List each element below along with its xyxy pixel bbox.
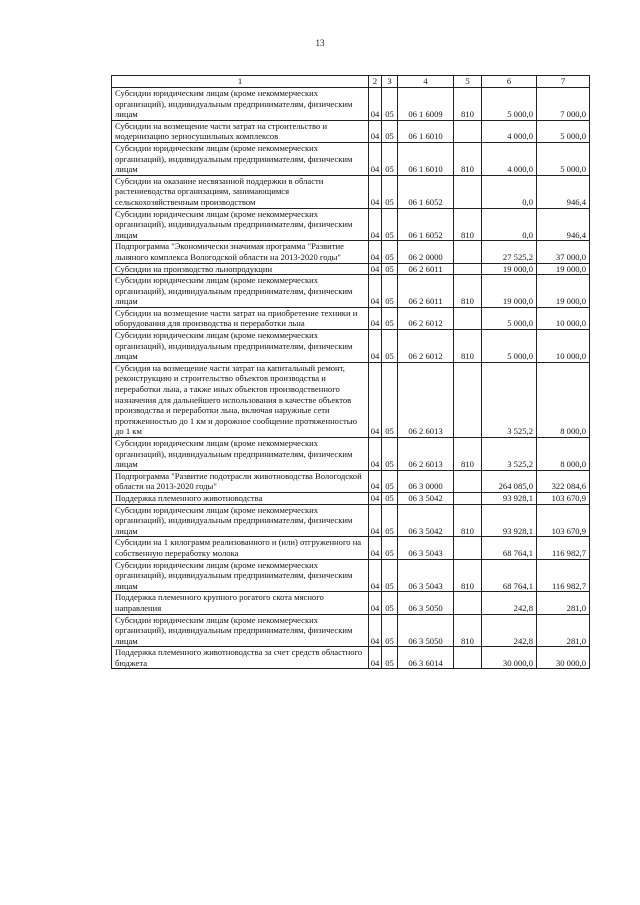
table-row [112,504,590,537]
code-cell: 05 [382,492,398,504]
item-name-cell: Субсидии на возмещение части затрат на приобретение техники и оборудования для производства и переработки льна [112,307,369,329]
expense-type-cell: 810 [454,275,482,308]
amount-cell: 68 764,1 [482,537,537,559]
table-row [112,470,590,492]
amount-cell: 5 000,0 [482,88,537,121]
expense-type-cell [454,492,482,504]
table-row [112,647,590,669]
amount-cell: 946,4 [537,208,590,241]
target-code-cell: 06 3 5043 [398,537,454,559]
amount-cell: 19 000,0 [537,263,590,275]
item-name-cell: Субсидии юридическим лицам (кроме некоммерческих организаций), индивидуальным предпринимателям, физическим лицам [112,614,369,647]
amount-cell: 946,4 [537,175,590,208]
expense-type-cell: 810 [454,88,482,121]
amount-cell: 322 084,6 [537,470,590,492]
table-row [112,263,590,275]
item-name-cell: Субсидия на возмещение части затрат на капитальный ремонт, реконструкцию и строительство объектов производства и переработки льна, а также иных объектов производственного назначения для дальнейшего использования в качестве объектов производства и переработки льна, включая наружные сети протяженностью до 1 км и дорожное сообщение протяженностью до 1 км [112,362,369,437]
expense-type-cell: 810 [454,559,482,592]
amount-cell: 5 000,0 [482,307,537,329]
code-cell: 04 [369,362,382,437]
code-cell: 04 [369,208,382,241]
amount-cell: 3 525,2 [482,438,537,471]
item-name-cell: Поддержка племенного животноводства за счет средств областного бюджета [112,647,369,669]
amount-cell: 103 670,9 [537,504,590,537]
table-row [112,175,590,208]
column-header: 5 [454,76,482,88]
column-header: 7 [537,76,590,88]
expense-type-cell: 810 [454,614,482,647]
target-code-cell: 06 2 6011 [398,263,454,275]
amount-cell: 4 000,0 [482,142,537,175]
expense-type-cell: 810 [454,330,482,363]
target-code-cell: 06 1 6052 [398,175,454,208]
code-cell: 04 [369,263,382,275]
item-name-cell: Подпрограмма "Развитие подотрасли животноводства Вологодской области на 2013-2020 годы" [112,470,369,492]
item-name-cell: Подпрограмма "Экономически значимая программа "Развитие льняного комплекса Вологодской области на 2013-2020 годы" [112,241,369,263]
amount-cell: 19 000,0 [482,263,537,275]
code-cell: 05 [382,88,398,121]
item-name-cell: Субсидии на оказание несвязанной поддержки в области растениеводства организациям, занимающимся сельскохозяйственным производством [112,175,369,208]
amount-cell: 8 000,0 [537,438,590,471]
target-code-cell: 06 2 6013 [398,438,454,471]
expense-type-cell: 810 [454,504,482,537]
code-cell: 04 [369,470,382,492]
item-name-cell: Поддержка племенного крупного рогатого скота мясного направления [112,592,369,614]
expense-type-cell: 810 [454,438,482,471]
target-code-cell: 06 3 0000 [398,470,454,492]
table-row [112,438,590,471]
amount-cell: 242,8 [482,592,537,614]
expense-type-cell [454,241,482,263]
target-code-cell: 06 1 6010 [398,142,454,175]
item-name-cell: Поддержка племенного животноводства [112,492,369,504]
code-cell: 04 [369,492,382,504]
amount-cell: 5 000,0 [537,142,590,175]
amount-cell: 93 928,1 [482,504,537,537]
code-cell: 04 [369,559,382,592]
target-code-cell: 06 3 5050 [398,614,454,647]
amount-cell: 5 000,0 [537,120,590,142]
code-cell: 04 [369,120,382,142]
item-name-cell: Субсидии на 1 килограмм реализованного и (или) отгруженного на собственную переработку молока [112,537,369,559]
code-cell: 05 [382,142,398,175]
item-name-cell: Субсидии юридическим лицам (кроме некоммерческих организаций), индивидуальным предпринимателям, физическим лицам [112,208,369,241]
item-name-cell: Субсидии юридическим лицам (кроме некоммерческих организаций), индивидуальным предпринимателям, физическим лицам [112,275,369,308]
code-cell: 04 [369,175,382,208]
amount-cell: 7 000,0 [537,88,590,121]
item-name-cell: Субсидии юридическим лицам (кроме некоммерческих организаций), индивидуальным предпринимателям, физическим лицам [112,330,369,363]
expense-type-cell [454,120,482,142]
amount-cell: 264 085,0 [482,470,537,492]
table-row [112,120,590,142]
table-row [112,537,590,559]
expense-type-cell [454,470,482,492]
expense-type-cell [454,362,482,437]
code-cell: 05 [382,470,398,492]
code-cell: 05 [382,592,398,614]
code-cell: 04 [369,438,382,471]
target-code-cell: 06 3 5050 [398,592,454,614]
amount-cell: 93 928,1 [482,492,537,504]
expense-type-cell: 810 [454,142,482,175]
code-cell: 05 [382,537,398,559]
amount-cell: 281,0 [537,592,590,614]
column-header: 6 [482,76,537,88]
item-name-cell: Субсидии на производство льнопродукции [112,263,369,275]
target-code-cell: 06 2 6011 [398,275,454,308]
code-cell: 05 [382,647,398,669]
table-row [112,88,590,121]
table-row [112,142,590,175]
table-row [112,275,590,308]
expense-type-cell [454,307,482,329]
amount-cell: 0,0 [482,175,537,208]
item-name-cell: Субсидии юридическим лицам (кроме некоммерческих организаций), индивидуальным предпринимателям, физическим лицам [112,559,369,592]
amount-cell: 116 982,7 [537,559,590,592]
target-code-cell: 06 2 6012 [398,330,454,363]
column-header: 3 [382,76,398,88]
amount-cell: 30 000,0 [537,647,590,669]
code-cell: 04 [369,142,382,175]
amount-cell: 281,0 [537,614,590,647]
code-cell: 04 [369,88,382,121]
code-cell: 05 [382,330,398,363]
code-cell: 05 [382,614,398,647]
code-cell: 05 [382,263,398,275]
amount-cell: 68 764,1 [482,559,537,592]
amount-cell: 242,8 [482,614,537,647]
amount-cell: 19 000,0 [537,275,590,308]
table-row [112,592,590,614]
amount-cell: 3 525,2 [482,362,537,437]
target-code-cell: 06 3 6014 [398,647,454,669]
target-code-cell: 06 3 5042 [398,504,454,537]
table-row [112,208,590,241]
code-cell: 04 [369,330,382,363]
target-code-cell: 06 1 6009 [398,88,454,121]
target-code-cell: 06 2 0000 [398,241,454,263]
item-name-cell: Субсидии на возмещение части затрат на строительство и модернизацию зерносушильных комплексов [112,120,369,142]
code-cell: 05 [382,175,398,208]
target-code-cell: 06 3 5042 [398,492,454,504]
amount-cell: 5 000,0 [482,330,537,363]
expense-type-cell: 810 [454,208,482,241]
code-cell: 04 [369,241,382,263]
expense-type-cell [454,175,482,208]
table-row [112,559,590,592]
amount-cell: 37 000,0 [537,241,590,263]
code-cell: 04 [369,647,382,669]
amount-cell: 10 000,0 [537,307,590,329]
code-cell: 05 [382,275,398,308]
item-name-cell: Субсидии юридическим лицам (кроме некоммерческих организаций), индивидуальным предпринимателям, физическим лицам [112,438,369,471]
code-cell: 04 [369,275,382,308]
amount-cell: 116 982,7 [537,537,590,559]
code-cell: 05 [382,120,398,142]
item-name-cell: Субсидии юридическим лицам (кроме некоммерческих организаций), индивидуальным предпринимателям, физическим лицам [112,504,369,537]
column-header: 4 [398,76,454,88]
code-cell: 04 [369,537,382,559]
amount-cell: 8 000,0 [537,362,590,437]
expense-type-cell [454,537,482,559]
table-row [112,492,590,504]
amount-cell: 0,0 [482,208,537,241]
expense-type-cell [454,263,482,275]
page-number: 13 [315,38,325,48]
code-cell: 05 [382,504,398,537]
expense-type-cell [454,592,482,614]
code-cell: 04 [369,614,382,647]
target-code-cell: 06 2 6013 [398,362,454,437]
amount-cell: 103 670,9 [537,492,590,504]
amount-cell: 19 000,0 [482,275,537,308]
code-cell: 05 [382,307,398,329]
code-cell: 05 [382,241,398,263]
code-cell: 05 [382,438,398,471]
budget-table [111,75,590,669]
target-code-cell: 06 2 6012 [398,307,454,329]
table-row [112,362,590,437]
item-name-cell: Субсидии юридическим лицам (кроме некоммерческих организаций), индивидуальным предпринимателям, физическим лицам [112,142,369,175]
item-name-cell: Субсидии юридическим лицам (кроме некоммерческих организаций), индивидуальным предпринимателям, физическим лицам [112,88,369,121]
code-cell: 05 [382,208,398,241]
table-row [112,330,590,363]
table-header-row [112,76,590,88]
table-row [112,614,590,647]
table-row [112,241,590,263]
column-header: 2 [369,76,382,88]
amount-cell: 4 000,0 [482,120,537,142]
amount-cell: 10 000,0 [537,330,590,363]
column-header: 1 [112,76,369,88]
code-cell: 04 [369,592,382,614]
target-code-cell: 06 1 6052 [398,208,454,241]
target-code-cell: 06 3 5043 [398,559,454,592]
amount-cell: 30 000,0 [482,647,537,669]
code-cell: 05 [382,362,398,437]
code-cell: 05 [382,559,398,592]
code-cell: 04 [369,504,382,537]
expense-type-cell [454,647,482,669]
amount-cell: 27 525,2 [482,241,537,263]
target-code-cell: 06 1 6010 [398,120,454,142]
code-cell: 04 [369,307,382,329]
table-row [112,307,590,329]
